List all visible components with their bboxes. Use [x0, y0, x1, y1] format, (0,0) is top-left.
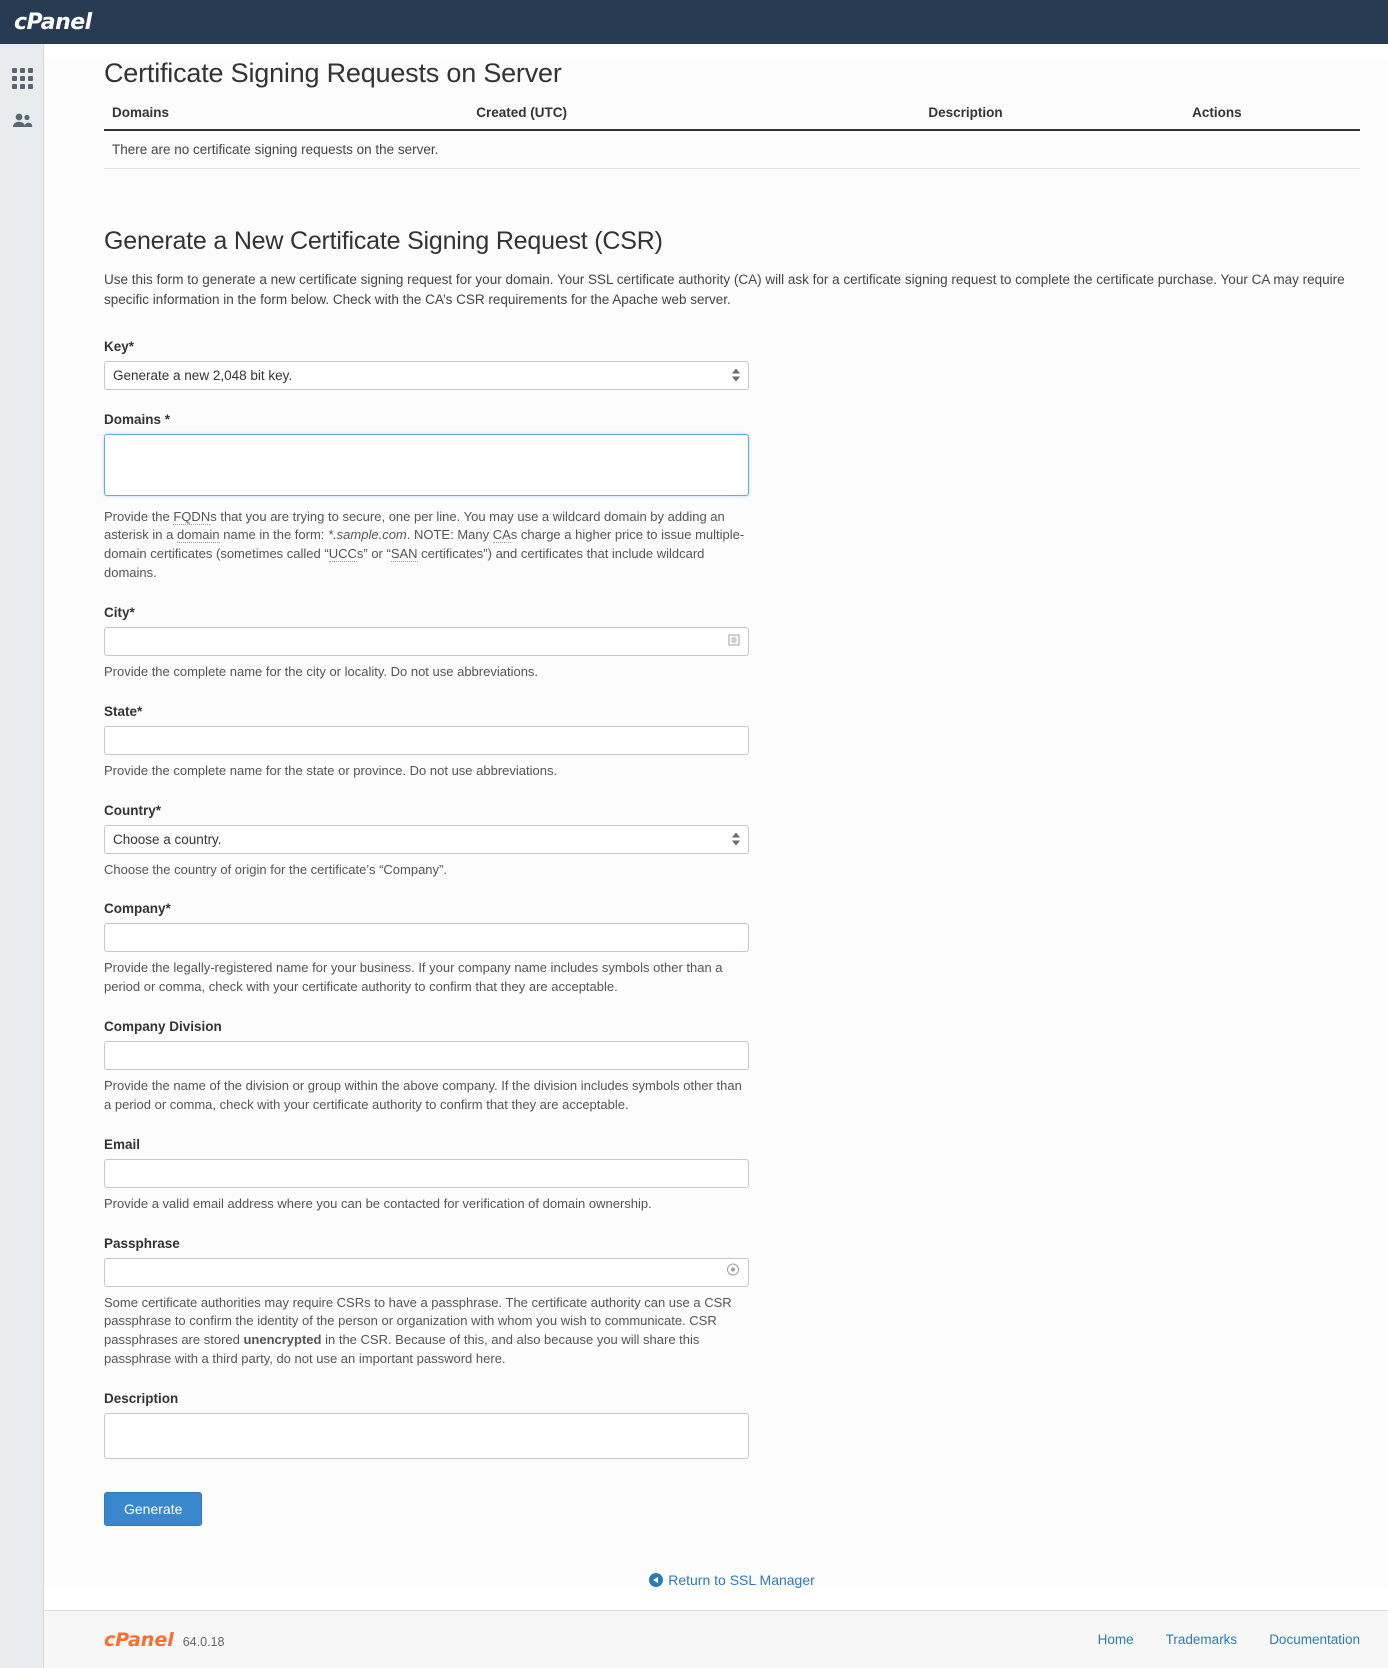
help-domains-part1: Provide the [104, 508, 174, 524]
field-country [104, 803, 1360, 880]
csr-table [104, 105, 1360, 169]
field-description [104, 1391, 1360, 1464]
help-company: Provide the legally-registered name for your business. If your company name includes symbols other than a period or comma, check with your certificate authority to confirm that they are acceptable. [104, 960, 723, 995]
label-city: City* [104, 604, 135, 620]
field-state [104, 704, 1360, 781]
apps-grid-icon [12, 68, 33, 89]
help-city: Provide the complete name for the city or locality. Do not use abbreviations. [104, 663, 539, 679]
footer-link-trademarks[interactable]: Trademarks [1165, 1632, 1238, 1647]
footer-links [1098, 1632, 1360, 1647]
key-select-wrap [104, 361, 749, 390]
help-email: Provide a valid email address where you can be contacted for verification of domain ownership. [104, 1195, 652, 1211]
city-input-wrap [104, 627, 749, 656]
footer-left [104, 1629, 224, 1651]
help-domains-part2: s that you are trying to secure, one per line. You may use a wildcard domain by adding an asterisk in a [104, 508, 725, 543]
table-empty-message: There are no certificate signing requests on the server. [104, 130, 1360, 169]
top-bar [0, 0, 1388, 44]
help-domains-part5: s charge a higher price to issue multiple-domain certificates (sometimes called “ [104, 527, 745, 562]
field-email [104, 1137, 1360, 1214]
footer-link-documentation[interactable]: Documentation [1269, 1632, 1360, 1647]
state-input[interactable] [104, 726, 749, 755]
return-to-ssl-manager-link[interactable] [649, 1572, 815, 1588]
column-header-domains: Domains [104, 105, 468, 130]
domains-textarea[interactable] [104, 434, 749, 496]
company-input[interactable] [104, 923, 749, 952]
help-passphrase-bold: unencrypted [243, 1332, 322, 1348]
sidebar-item-apps[interactable] [0, 56, 44, 100]
label-key: Key* [104, 338, 135, 354]
left-rail [0, 44, 44, 1668]
help-domains-ucc: UCC [328, 546, 357, 562]
label-company: Company* [104, 901, 171, 917]
help-passphrase-part2: in the CSR. Because of this, and also because you will share this passphrase with a third party, do not use an important password here. [104, 1332, 700, 1367]
help-passphrase [104, 1294, 752, 1369]
passphrase-input-wrap [104, 1258, 749, 1287]
footer-cpanel-logo: cPanel [104, 1628, 174, 1651]
users-icon [11, 112, 33, 133]
field-domains [104, 412, 1360, 583]
field-city [104, 605, 1360, 682]
city-input[interactable] [104, 627, 749, 656]
help-domains-ca: CA [492, 527, 511, 543]
key-select[interactable] [104, 361, 749, 390]
back-arrow-icon [649, 1573, 663, 1587]
table-row [104, 130, 1360, 169]
country-select-wrap [104, 825, 749, 854]
footer-link-home[interactable]: Home [1097, 1632, 1134, 1647]
label-domains: Domains * [104, 411, 171, 427]
form-intro-text: Use this form to generate a new certificate signing request for your domain. Your SSL certificate authority (CA) will ask for a certificate signing request to complete the certificate purchase. Your CA may require specific information in the form below. Check with the CA’s CSR requirements for the Apache web server. [104, 272, 1345, 308]
help-country: Choose the country of origin for the certificate’s “Company”. [104, 861, 447, 877]
form-heading: Generate a New Certificate Signing Request (CSR) [104, 227, 663, 255]
company-division-input[interactable] [104, 1041, 749, 1070]
help-domains-part3: name in the form: [219, 527, 329, 543]
footer-version: 64.0.18 [182, 1634, 225, 1649]
main-content [44, 58, 1388, 1588]
field-key [104, 339, 1360, 390]
help-domains-sample: *.sample.com [328, 527, 407, 543]
label-state: State* [104, 703, 143, 719]
column-header-description: Description [920, 105, 1184, 130]
help-domains-domain: domain [176, 527, 220, 543]
field-company [104, 901, 1360, 997]
list-suggestion-icon [728, 634, 740, 648]
label-passphrase: Passphrase [104, 1235, 180, 1251]
country-select[interactable] [104, 825, 749, 854]
show-password-icon[interactable] [726, 1263, 740, 1282]
help-domains-part4: . NOTE: Many [406, 527, 493, 543]
column-header-created: Created (UTC) [468, 105, 920, 130]
label-email: Email [104, 1136, 141, 1152]
help-passphrase-part1: Some certificate authorities may require CSRs to have a passphrase. The certificate authority can use a CSR passphrase to confirm the identity of the person or organization with whom you wish to communicate. CSR passphrases are stored [104, 1294, 732, 1348]
label-company-division: Company Division [104, 1019, 222, 1035]
description-textarea[interactable] [104, 1413, 749, 1459]
help-domains-part7: certificates”) and certificates that include wildcard domains. [104, 546, 705, 581]
page-title: Certificate Signing Requests on Server [104, 58, 562, 88]
return-row [104, 1572, 1360, 1588]
generate-button[interactable]: Generate [104, 1492, 202, 1526]
help-company-division: Provide the name of the division or group within the above company. If the division includes symbols other than a period or comma, check with your certificate authority to confirm that they are acceptable. [104, 1078, 742, 1112]
field-passphrase [104, 1236, 1360, 1369]
return-link-label: Return to SSL Manager [668, 1572, 815, 1588]
label-description: Description [104, 1391, 179, 1406]
help-domains-part6: s” or “ [356, 546, 391, 562]
sidebar-item-users[interactable] [0, 100, 44, 144]
help-state: Provide the complete name for the state or province. Do not use abbreviations. [104, 762, 558, 778]
email-input[interactable] [104, 1159, 749, 1188]
field-company-division [104, 1019, 1360, 1115]
passphrase-input[interactable] [104, 1258, 749, 1287]
help-domains [104, 508, 752, 583]
column-header-actions: Actions [1184, 105, 1360, 130]
help-domains-fqdn: FQDN [173, 508, 211, 524]
table-header-row [104, 105, 1360, 130]
footer [44, 1610, 1388, 1668]
label-country: Country* [104, 802, 161, 818]
help-domains-san: SAN [390, 546, 418, 562]
cpanel-logo: cPanel [14, 9, 92, 35]
